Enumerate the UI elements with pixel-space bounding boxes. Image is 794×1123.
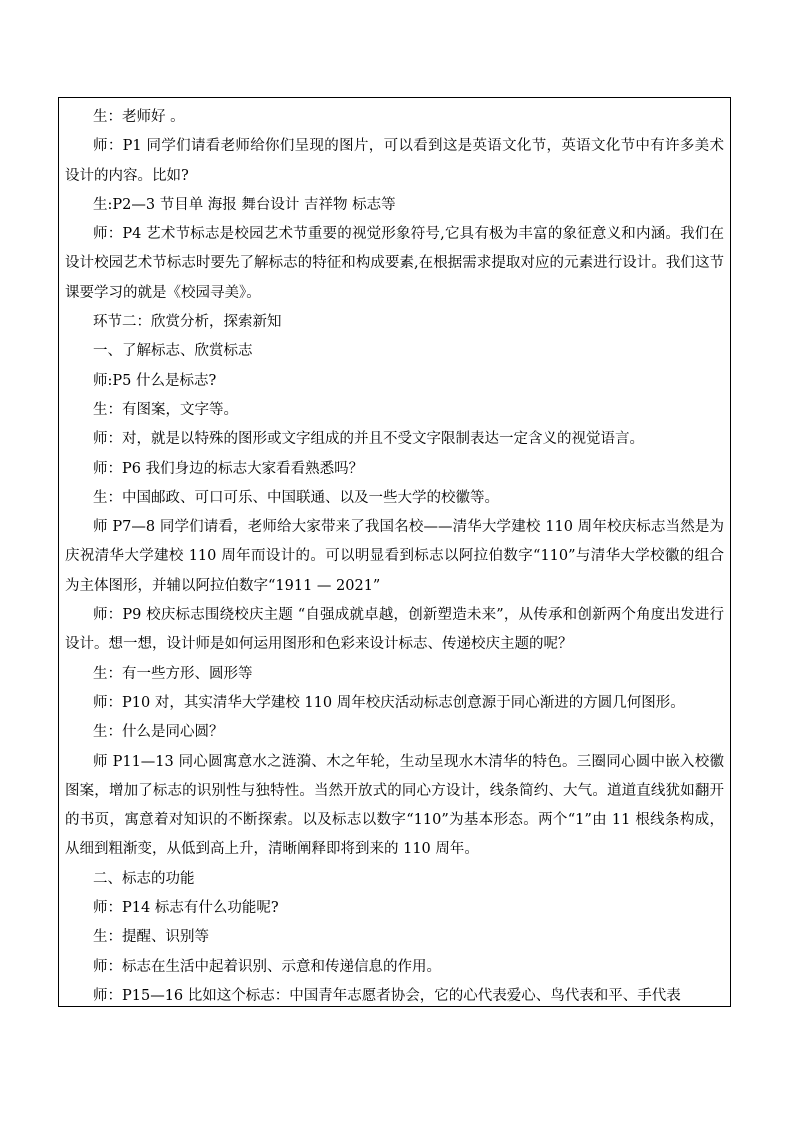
section-heading-stage-two: 环节二：欣赏分析，探索新知 (93, 314, 282, 331)
paragraph-3: 生:P2—3 节目单 海报 舞台设计 吉祥物 标志等 (93, 196, 396, 213)
paragraph-7: 师:P5 什么是标志? (93, 372, 217, 389)
paragraph-8: 生：有图案，文字等。 (93, 401, 238, 418)
section-heading-understand-logos: 一、了解标志、欣赏标志 (93, 343, 253, 360)
paragraph-20: 生：提醒、识别等 (93, 929, 209, 946)
paragraph-22: 师：P15—16 比如这个标志：中国青年志愿者协会，它的心代表爱心、鸟代表和平、手代表 (93, 987, 681, 1004)
paragraph-12: 师 P7—8 同学们请看，老师给大家带来了我国名校——清华大学建校 110 周年校庆标志当然是为庆祝清华大学建校 110 周年而设计的。可以明显看到标志以阿拉伯数字“110”与清华大学校徽的组合为主体图形，并辅以阿拉伯数字“1911 — 2021” (65, 519, 724, 594)
paragraph-15: 师：P10 对，其实清华大学建校 110 周年校庆活动标志创意源于同心渐进的方圆几何图形。 (93, 694, 685, 711)
paragraph-9: 师：对，就是以特殊的图形或文字组成的并且不受文字限制表达一定含义的视觉语言。 (93, 431, 644, 448)
paragraph-11: 生：中国邮政、可口可乐、中国联通、以及一些大学的校徽等。 (93, 489, 499, 506)
lesson-transcript-box (58, 97, 731, 1007)
paragraph-16: 生：什么是同心圆？ (93, 724, 224, 741)
paragraph-2: 师：P1 同学们请看老师给你们呈现的图片，可以看到这是英语文化节，英语文化节中有许多美术设计的内容。比如? (65, 138, 724, 184)
paragraph-10: 师：P6 我们身边的标志大家看看熟悉吗？ (93, 460, 364, 477)
section-heading-logo-functions: 二、标志的功能 (93, 870, 195, 887)
paragraph-4: 师：P4 艺术节标志是校园艺术节重要的视觉形象符号,它具有极为丰富的象征意义和内涵。我们在设计校园艺术节标志时要先了解标志的特征和构成要素,在根据需求提取对应的元素进行设计。我们这节课要学习的就是《校园寻美》。 (65, 226, 724, 301)
paragraph-19: 师：P14 标志有什么功能呢? (93, 900, 279, 917)
paragraph-1: 生：老师好 。 (93, 109, 185, 125)
paragraph-17: 师 P11—13 同心圆寓意水之涟漪、木之年轮，生动呈现水木清华的特色。三圈同心圆中嵌入校徽图案，增加了标志的识别性与独特性。当然开放式的同心方设计，线条简约、大气。道道直线犹如翻开的书页，寓意着对知识的不断探索。以及标志以数字“110”为基本形态。两个“1”由 11 根线条构成，从细到粗渐变，从低到高上升，清晰阐释即将到来的 110 周年。 (65, 753, 724, 858)
paragraph-21: 师：标志在生活中起着识别、示意和传递信息的作用。 (93, 958, 441, 975)
paragraph-13: 师：P9 校庆标志围绕校庆主题 “自强成就卓越，创新塑造未来”，从传承和创新两个角度出发进行设计。想一想，设计师是如何运用图形和色彩来设计标志、传递校庆主题的呢？ (65, 607, 724, 653)
paragraph-14: 生：有一些方形、圆形等 (93, 665, 253, 682)
